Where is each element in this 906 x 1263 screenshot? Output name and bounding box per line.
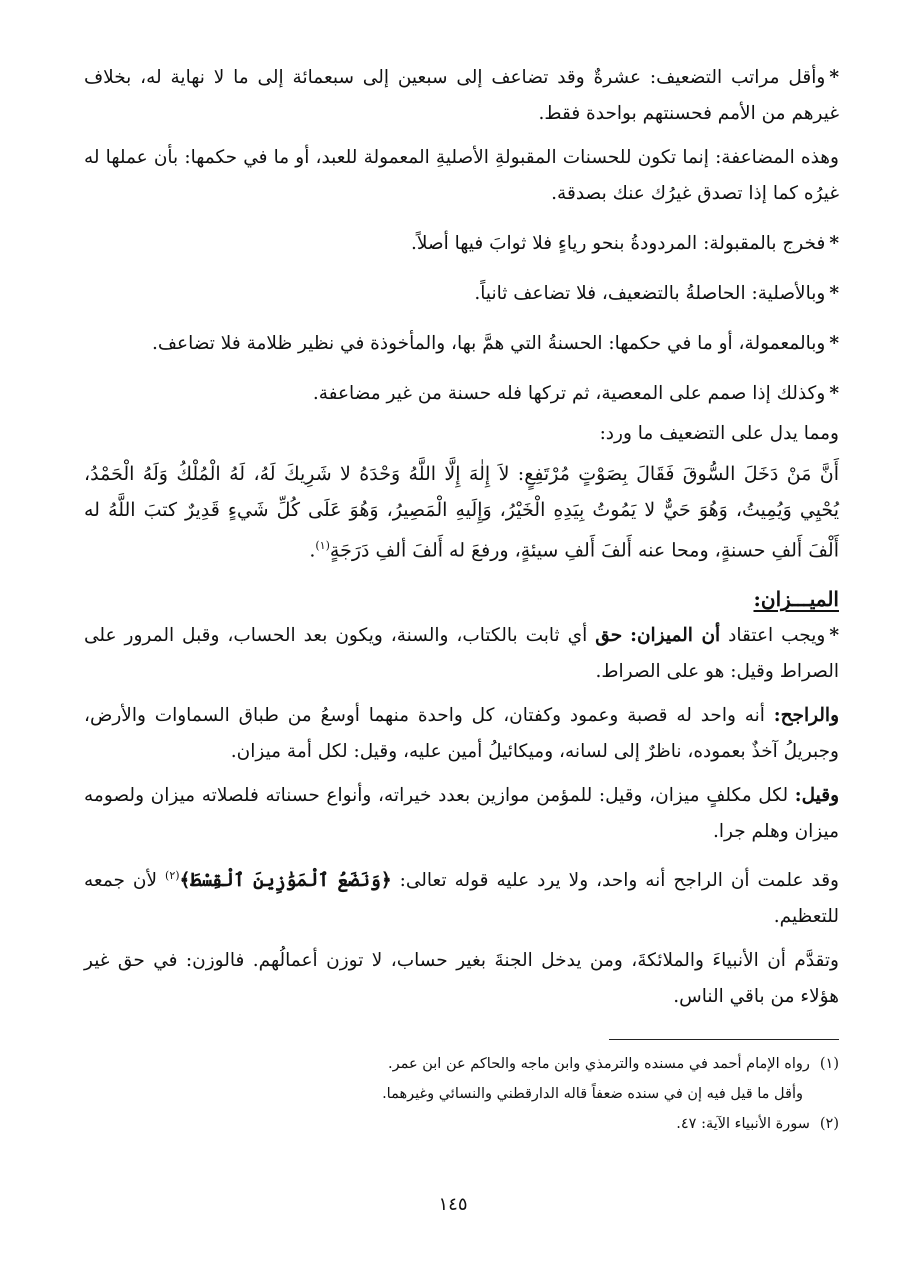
paragraph-mudaafa xyxy=(84,140,839,212)
hadith-quote xyxy=(84,456,839,568)
paragraph-mizan-belief xyxy=(84,618,839,690)
paragraph-text: وبالأصلية: الحاصلةُ بالتضعيف، فلا تضاعف ثانياً. xyxy=(474,283,826,304)
footnote-2 xyxy=(84,1112,839,1136)
bullet-star: * xyxy=(829,383,839,404)
paragraph-masiya xyxy=(84,376,839,412)
footnote-ref-1[interactable]: (١) xyxy=(315,539,330,552)
paragraph-text: وتقدَّم أن الأنبياءَ والملائكةَ، ومن يدخل الجنةَ بغير حساب، لا توزن أعمالُهم. فالوزن: في حق غير هؤلاء من باقي الناس. xyxy=(84,950,839,1008)
paragraph-bold-term-2: حق xyxy=(595,625,623,647)
footnote-text: وأقل ما قيل فيه إن في سنده ضعفاً قاله الدارقطني والنسائي وغيرهما. xyxy=(382,1086,803,1103)
hadith-end: . xyxy=(309,539,316,562)
page-body xyxy=(84,60,839,1142)
paragraph-text: أنه واحد له قصبة وعمود وكفتان، كل واحدة منهما أوسعُ من طباق السماوات والأرض، وجبريلُ آخذٌ بعموده، ناظرٌ إلى لسانه، وميكائيلُ أمين عليه، وقيل: لكل أمة ميزان. xyxy=(84,705,839,763)
bullet-star: * xyxy=(829,283,839,304)
bullet-star: * xyxy=(829,333,839,354)
quran-verse: ﴿وَنَضَعُ ٱلْمَوَٰزِينَ ٱلْقِسْطَ﴾ xyxy=(179,870,392,892)
paragraph-text: وقد علمت أن الراجح أنه واحد، ولا يرد عليه قوله تعالى: xyxy=(399,870,839,892)
section-heading-mizan: الميـــزان: xyxy=(753,587,839,612)
footnote-text: سورة الأنبياء الآية: ٤٧. xyxy=(676,1116,810,1133)
page-number: ١٤٥ xyxy=(438,1194,468,1215)
footnote-ref-2[interactable]: (٢) xyxy=(165,869,180,883)
paragraph-evidence-intro xyxy=(84,416,839,452)
paragraph-bold-term: وقيل: xyxy=(794,785,839,807)
paragraph-asliyya xyxy=(84,276,839,312)
paragraph-mizan-qila xyxy=(84,778,839,850)
paragraph-text: لكل مكلفٍ ميزان، وقيل: للمؤمن موازين بعدد خيراته، وأنواع حسناته فلصلاته ميزان ولصومه ميزان وهلم جرا. xyxy=(84,785,839,843)
bullet-star: * xyxy=(829,67,839,88)
footnote-number: (٢) xyxy=(819,1116,839,1133)
paragraph-mamula xyxy=(84,326,839,362)
bullet-star: * xyxy=(829,625,839,647)
paragraph-text: وأقل مراتب التضعيف: عشرةٌ وقد تضاعف إلى سبعين إلى سبعمائة إلى ما لا نهاية له، بخلاف غيرهم من الأمم فحسنتهم بواحدة فقط. xyxy=(84,67,839,124)
paragraph-lead: ويجب اعتقاد xyxy=(728,625,826,647)
paragraph-text: وكذلك إذا صمم على المعصية، ثم تركها فله حسنة من غير مضاعفة. xyxy=(312,383,826,404)
paragraph-tadif-levels xyxy=(84,60,839,132)
hadith-text: أَنَّ مَنْ دَخَلَ السُّوقَ فَقَالَ بِصَوْتٍ مُرْتَفِعٍ: لاَ إِلٰهَ إِلَّا اللَّهُ وَحْدَهُ لا شَرِيكَ لَهُ، لَهُ الْمُلْكُ وَلَهُ الْحَمْدُ، يُحْيِي وَيُمِيتُ، وَهُوَ حَيٌّ لا يَمُوتُ بِيَدِهِ الْخَيْرُ، وَإِلَيهِ الْمَصِيرُ، وَهُوَ عَلَى كُلِّ شَيءٍ قَدِيرٌ كتبَ اللَّهُ له أَلْفَ أَلفِ حسنةٍ، ومحا عنه أَلفَ أَلفِ سيئةٍ، ورفعَ له أَلفَ ألفِ دَرَجَةٍ xyxy=(84,463,839,562)
paragraph-text: وبالمعمولة، أو ما في حكمها: الحسنةُ التي همَّ بها، والمأخوذة في نظير ظلامة فلا تضاعف. xyxy=(152,333,826,354)
paragraph-text: وهذه المضاعفة: إنما تكون للحسنات المقبولةِ الأصليةِ المعمولة للعبد، أو ما في حكمها: بأن عملها له غيرُه كما إذا تصدق غيرُك عنك بصدقة. xyxy=(84,147,839,204)
paragraph-bold-term: والراجح: xyxy=(773,705,839,727)
paragraph-text: ومما يدل على التضعيف ما ورد: xyxy=(599,423,839,444)
paragraph-bold-term: أن الميزان: xyxy=(630,625,721,647)
paragraph-verse xyxy=(84,858,839,935)
footnote-text: رواه الإمام أحمد في مسنده والترمذي وابن ماجه والحاكم عن ابن عمر. xyxy=(387,1056,810,1073)
footnote-number: (١) xyxy=(819,1056,839,1073)
paragraph-maqbula xyxy=(84,226,839,262)
footnote-1 xyxy=(84,1052,839,1076)
paragraph-text: أي ثابت بالكتاب، والسنة، ويكون بعد الحساب، وقبل المرور على الصراط وقيل: هو على الصراط. xyxy=(84,625,839,683)
footnote-1-continued xyxy=(84,1082,839,1106)
paragraph-no-weighing xyxy=(84,943,839,1015)
paragraph-mizan-rajih xyxy=(84,698,839,770)
bullet-star: * xyxy=(829,233,839,254)
paragraph-text: فخرج بالمقبولة: المردودةُ بنحو رياءٍ فلا ثوابَ فيها أصلاً. xyxy=(410,233,826,254)
footnote-divider xyxy=(609,1039,839,1040)
paragraph-text-after: لأن جمعه للتعظيم. xyxy=(84,870,839,928)
